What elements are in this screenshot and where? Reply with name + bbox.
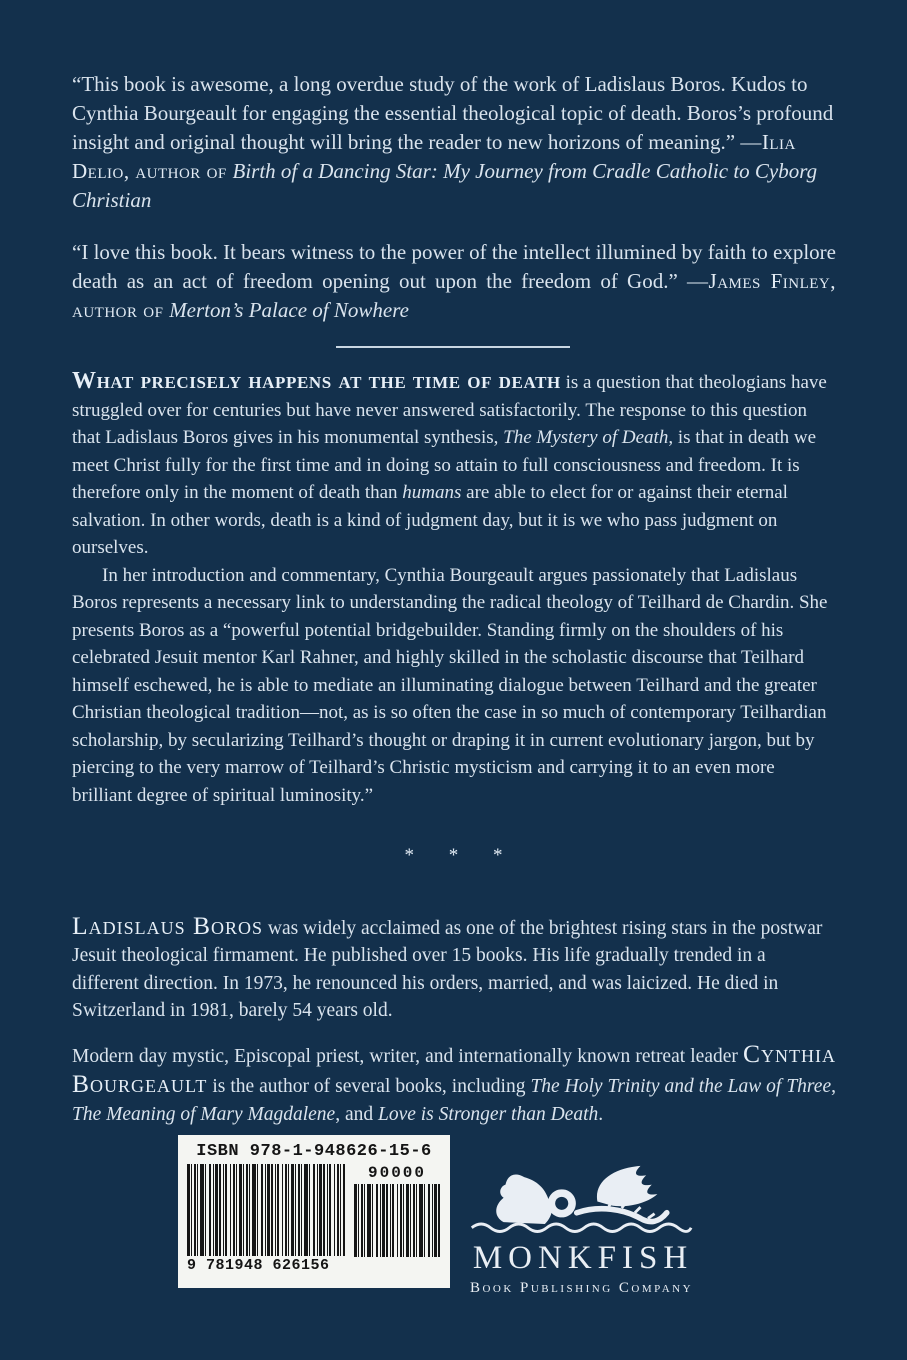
quote-text: “I love this book. It bears witness to the power of the intellect illumined by faith to explore death as an act of freedom opening out upon the freedom of God.” (72, 240, 836, 293)
barcode-addon-code: 90000 (367, 1164, 426, 1182)
bio-text: Modern day mystic, Episcopal priest, writer, and internationally known retreat leader (72, 1045, 743, 1067)
author-bio-boros (72, 912, 836, 1025)
quote-work-title: Merton’s Palace of Nowhere (169, 298, 409, 322)
publisher-logo (456, 1164, 704, 1297)
isbn-barcode (178, 1135, 450, 1288)
author-name-bourgeault: Cynthia Bourgeault (72, 1038, 836, 1098)
book-title-italic: The Mystery of Death (503, 427, 669, 448)
isbn-number: ISBN 978-1-948626-15-6 (196, 1142, 432, 1161)
barcode-digits: 9 781948 626156 (187, 1257, 330, 1274)
book-title-2: The Meaning of Mary Magdalene (72, 1103, 336, 1125)
quote-work-title: Birth of a Dancing Star: My Journey from Cradle Catholic to Cyborg Christian (72, 159, 818, 212)
publisher-name: MONKFISH (472, 1240, 694, 1276)
bio-text: . (598, 1103, 604, 1125)
publisher-subtitle: Book Publishing Company (469, 1280, 694, 1296)
author-name-boros: Ladislaus Boros (72, 910, 263, 940)
section-break-stars: * * * (404, 845, 503, 866)
quote-text: “This book is awesome, a long overdue study of the work of Ladislaus Boros. Kudos to Cynthia Bourgeault for engaging the essential theological topic of death. Boros’s profound insight and original thought will bring the reader to new horizons of meaning.” (72, 72, 834, 154)
quote-attribution: —Ilia Delio, author of (72, 130, 796, 183)
bio-text: , (831, 1076, 836, 1097)
monkfish-icon (468, 1164, 693, 1239)
bio-text: , and (335, 1103, 378, 1125)
endorsement-quote-1 (72, 70, 836, 215)
book-title-3: Love is Stronger than Death (377, 1103, 599, 1125)
author-bio-bourgeault (72, 1040, 836, 1129)
description-paragraph-2: In her introduction and commentary, Cynthia Bourgeault argues passionately that Ladislaus Boros represents a necessary link to understanding the radical theology of Teilhard de Chardin. She presents Boros as a “powerful potential bridgebuilder. Standing firmly on the shoulders of his celebrated Jesuit mentor Karl Rahner, and highly skilled in the scholastic discourse that Teilhard himself eschewed, he is able to mediate an illuminating dialogue between Teilhard and the greater Christian theological tradition—not, as is so often the case in so much of contemporary Teilhardian scholarship, by secularizing Teilhard’s thought or draping it in current evolutionary jargon, but by piercing to the very marrow of Teilhard’s Christic mysticism and carrying it to an even more brilliant degree of spiritual luminosity.” (72, 564, 828, 806)
book-title-1: The Holy Trinity and the Law of Three (530, 1076, 832, 1097)
barcode-bars-addon (354, 1184, 440, 1257)
description-text: is a question that theologians have struggled over for centuries but have never answered satisfactorily. The response to this question that Ladislaus Boros gives in his monumental synthesis, (72, 372, 827, 448)
description-text: , is that in death we meet Christ fully for the first time and in doing so attain to full consciousness and freedom. It is therefore only in the moment of death than (72, 427, 817, 503)
book-description (72, 368, 836, 809)
barcode-bars-main (187, 1164, 345, 1256)
description-text: are able to elect for or against their eternal salvation. In other words, death is a kind of judgment day, but it is we who pass judgment on ourselves. (72, 482, 788, 558)
section-divider (336, 346, 570, 348)
endorsement-quote-2 (72, 238, 836, 325)
description-opening-phrase: What precisely happens at the time of death (72, 368, 561, 394)
description-paragraph-1 (72, 368, 836, 562)
emphasis-word: humans (402, 482, 462, 503)
bio-text: is the author of several books, including (207, 1076, 531, 1097)
quote-attribution: —James Finley, author of (72, 269, 837, 322)
bio-text: was widely acclaimed as one of the brightest rising stars in the postwar Jesuit theological firmament. He published over 15 books. His life gradually trended in a different direction. In 1973, he renounced his orders, married, and was laicized. He died in Switzerland in 1981, barely 54 years old. (72, 917, 823, 1021)
